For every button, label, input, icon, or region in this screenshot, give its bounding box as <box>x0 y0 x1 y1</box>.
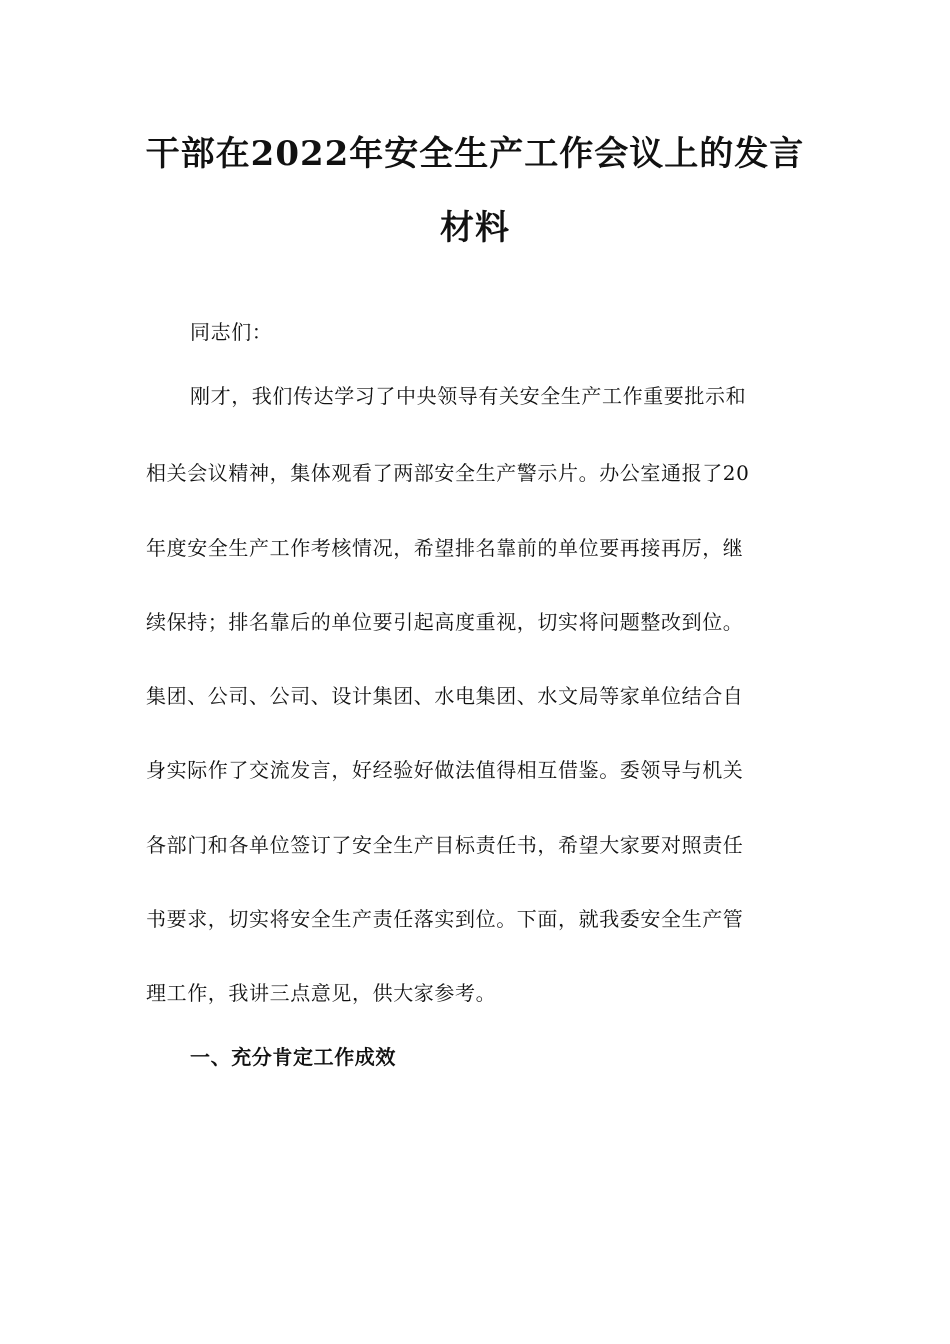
salutation: 同志们： <box>190 320 273 344</box>
body-line-4: 续保持；排名靠后的单位要引起高度重视，切实将问题整改到位。 <box>146 610 744 634</box>
body-line-1: 刚才，我们传达学习了中央领导有关安全生产工作重要批示和 <box>190 384 747 408</box>
body-line-8: 书要求，切实将安全生产责任落实到位。下面，就我委安全生产管 <box>146 907 744 931</box>
document-title-line-2: 材料 <box>440 208 510 248</box>
section-heading-1: 一、充分肯定工作成效 <box>190 1045 396 1069</box>
body-line-9: 理工作，我讲三点意见，供大家参考。 <box>146 981 497 1005</box>
body-line-3: 年度安全生产工作考核情况，希望排名靠前的单位要再接再厉，继 <box>146 536 744 560</box>
body-line-6: 身实际作了交流发言，好经验好做法值得相互借鉴。委领导与机关 <box>146 758 744 782</box>
body-line-7: 各部门和各单位签订了安全生产目标责任书，希望大家要对照责任 <box>146 833 744 857</box>
body-line-5: 集团、公司、公司、设计集团、水电集团、水文局等家单位结合自 <box>146 684 744 708</box>
body-line-2: 相关会议精神，集体观看了两部安全生产警示片。办公室通报了20 <box>146 461 750 485</box>
document-title-line-1: 干部在2022年安全生产工作会议上的发言 <box>145 134 805 174</box>
